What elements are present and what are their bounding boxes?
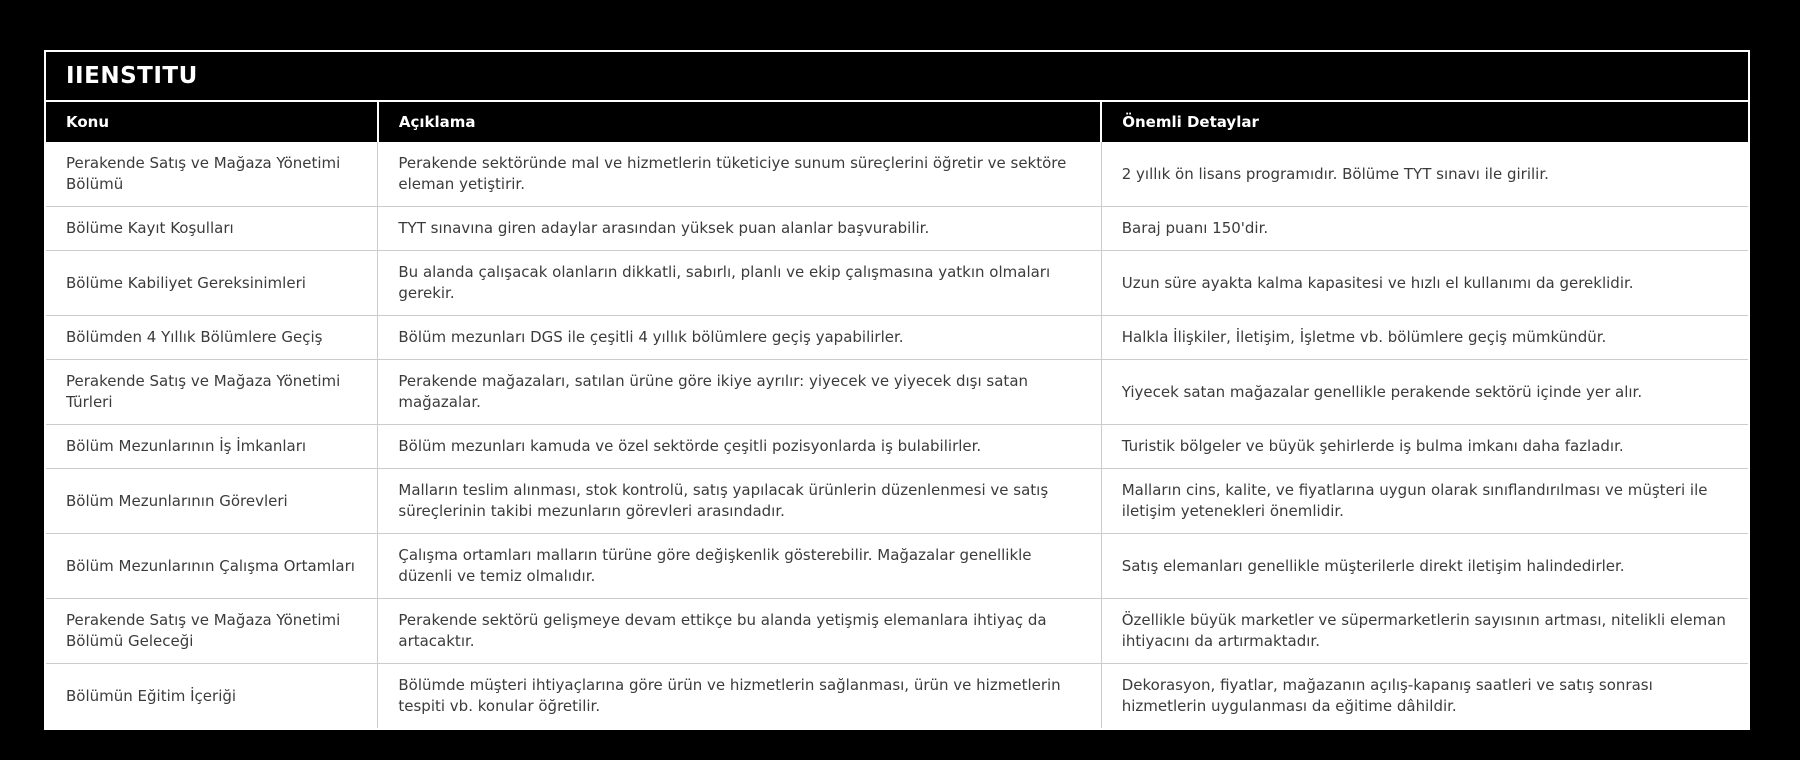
column-header-konu: Konu	[46, 102, 378, 142]
column-header-aciklama: Açıklama	[378, 102, 1101, 142]
cell-aciklama: Perakende mağazaları, satılan ürüne göre ikiye ayrılır: yiyecek ve yiyecek dışı satan mağazalar.	[378, 360, 1101, 425]
table-body	[46, 142, 1748, 728]
table-row	[46, 469, 1748, 534]
cell-aciklama: TYT sınavına giren adaylar arasından yüksek puan alanlar başvurabilir.	[378, 207, 1101, 251]
cell-detaylar: Halkla İlişkiler, İletişim, İşletme vb. bölümlere geçiş mümkündür.	[1101, 316, 1748, 360]
cell-detaylar: Malların cins, kalite, ve fiyatlarına uygun olarak sınıflandırılması ve müşteri ile iletişim yetenekleri önemlidir.	[1101, 469, 1748, 534]
table-row	[46, 316, 1748, 360]
cell-detaylar: Dekorasyon, fiyatlar, mağazanın açılış-kapanış saatleri ve satış sonrası hizmetlerin uygulanması da eğitime dâhildir.	[1101, 664, 1748, 729]
cell-konu: Bölüm Mezunlarının İş İmkanları	[46, 425, 378, 469]
cell-aciklama: Perakende sektörü gelişmeye devam ettikçe bu alanda yetişmiş elemanlara ihtiyaç da artacaktır.	[378, 599, 1101, 664]
cell-konu: Bölüm Mezunlarının Çalışma Ortamları	[46, 534, 378, 599]
cell-konu: Perakende Satış ve Mağaza Yönetimi Türleri	[46, 360, 378, 425]
cell-detaylar: Özellikle büyük marketler ve süpermarketlerin sayısının artması, nitelikli eleman ihtiyacını da artırmaktadır.	[1101, 599, 1748, 664]
table-row	[46, 207, 1748, 251]
cell-aciklama: Bölüm mezunları kamuda ve özel sektörde çeşitli pozisyonlarda iş bulabilirler.	[378, 425, 1101, 469]
cell-detaylar: Satış elemanları genellikle müşterilerle direkt iletişim halindedirler.	[1101, 534, 1748, 599]
cell-konu: Bölümden 4 Yıllık Bölümlere Geçiş	[46, 316, 378, 360]
brand-title: IIENSTITU	[66, 63, 198, 89]
table-header	[46, 102, 1748, 142]
table-row	[46, 664, 1748, 729]
cell-detaylar: Yiyecek satan mağazalar genellikle perakende sektörü içinde yer alır.	[1101, 360, 1748, 425]
cell-aciklama: Çalışma ortamları malların türüne göre değişkenlik gösterebilir. Mağazalar genellikle düzenli ve temiz olmalıdır.	[378, 534, 1101, 599]
cell-konu: Perakende Satış ve Mağaza Yönetimi Bölümü	[46, 142, 378, 207]
cell-detaylar: 2 yıllık ön lisans programıdır. Bölüme TYT sınavı ile girilir.	[1101, 142, 1748, 207]
cell-aciklama: Bölüm mezunları DGS ile çeşitli 4 yıllık bölümlere geçiş yapabilirler.	[378, 316, 1101, 360]
table-row	[46, 360, 1748, 425]
table-row	[46, 599, 1748, 664]
info-table-container	[44, 50, 1750, 730]
header-row	[46, 102, 1748, 142]
cell-konu: Bölüme Kayıt Koşulları	[46, 207, 378, 251]
cell-aciklama: Perakende sektöründe mal ve hizmetlerin tüketiciye sunum süreçlerini öğretir ve sektöre eleman yetiştirir.	[378, 142, 1101, 207]
table-row	[46, 425, 1748, 469]
table-row	[46, 251, 1748, 316]
cell-aciklama: Bölümde müşteri ihtiyaçlarına göre ürün ve hizmetlerin sağlanması, ürün ve hizmetlerin tespiti vb. konular öğretilir.	[378, 664, 1101, 729]
cell-aciklama: Malların teslim alınması, stok kontrolü, satış yapılacak ürünlerin düzenlenmesi ve satış süreçlerinin takibi mezunların görevleri arasındadır.	[378, 469, 1101, 534]
info-table	[46, 102, 1748, 728]
table-row	[46, 534, 1748, 599]
cell-detaylar: Turistik bölgeler ve büyük şehirlerde iş bulma imkanı daha fazladır.	[1101, 425, 1748, 469]
cell-konu: Perakende Satış ve Mağaza Yönetimi Bölümü Geleceği	[46, 599, 378, 664]
cell-detaylar: Uzun süre ayakta kalma kapasitesi ve hızlı el kullanımı da gereklidir.	[1101, 251, 1748, 316]
table-row	[46, 142, 1748, 207]
cell-konu: Bölüm Mezunlarının Görevleri	[46, 469, 378, 534]
cell-konu: Bölüme Kabiliyet Gereksinimleri	[46, 251, 378, 316]
brand-title-bar	[46, 52, 1748, 102]
column-header-detaylar: Önemli Detaylar	[1101, 102, 1748, 142]
cell-aciklama: Bu alanda çalışacak olanların dikkatli, sabırlı, planlı ve ekip çalışmasına yatkın olmaları gerekir.	[378, 251, 1101, 316]
cell-detaylar: Baraj puanı 150'dir.	[1101, 207, 1748, 251]
cell-konu: Bölümün Eğitim İçeriği	[46, 664, 378, 729]
